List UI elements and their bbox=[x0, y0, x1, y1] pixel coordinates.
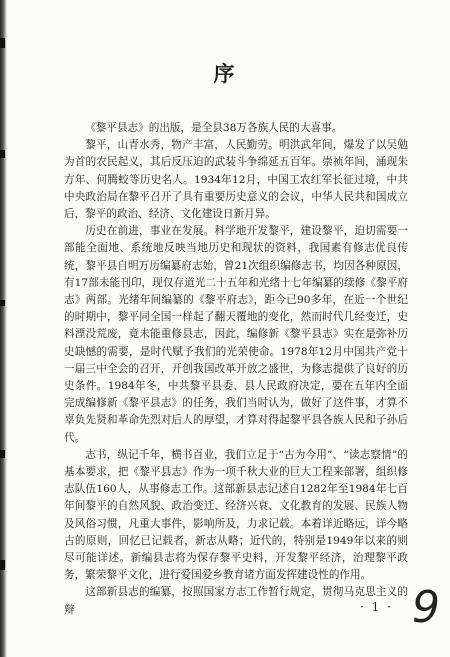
scan-edge-mark bbox=[0, 450, 5, 458]
paragraph: 这部新县志的编纂，按照国家方志工作暂行规定，贯彻马克思主义的辩 bbox=[64, 586, 408, 616]
scan-binding-edge bbox=[0, 0, 7, 657]
paragraph: 历史在前进，事业在发展。科学地开发黎平，建设黎平，迫切需要一部能全面地、系统地反映当地历史和现状的资料，我国素有修志优良传统，黎平县自明万历编纂府志始，曾21次组织编修志书，均因各种原因，有17部未能刊印，现仅存道光二十五年和光绪十七年编纂的续修《黎平府志》两部。光绪年间编纂的《黎平府志》，距今已90多年，在近一个世纪的时期中，黎平同全国一样起了翻天覆地的变化，然而时代几经变迁，史料湮没荒废，竟未能重修县志，因此，编修新《黎平县志》实在是弥补历史缺憾的需要，是时代赋予我们的光荣使命。1978年12月中国共产党十一届三中全会的召开，开创我国改革开放之盛世，为修志提供了良好的历史条件。1984年冬，中共黎平县委、县人民政府决定，要在五年内全面完成编修新《黎平县志》的任务，我们当时认为，做好了这件事，才算不辜负先贤和革命先烈对后人的厚望，才算对得起黎平县各族人民和子孙后代。 bbox=[64, 225, 408, 444]
scan-edge-mark bbox=[0, 38, 5, 48]
preface-heading: 序 bbox=[213, 61, 237, 86]
paragraph: 《黎平县志》的出版，是全县38万各族人民的大喜事。 bbox=[85, 122, 343, 134]
paragraph: 黎平，山青水秀，物产丰富，人民勤劳。明洪武年间，爆发了以吴勉为首的农民起义，其后反压迫的武装斗争绵延五百年。崇祯年间，涌现朱方年、何腾蛟等历史名人。1934年12月，中国工农红军长征过境，中共中央政治局在黎平召开了具有重要历史意义的会议，中华人民共和国成立后，黎平的政治、经济、文化建设日新月异。 bbox=[64, 139, 408, 221]
scan-edge-mark bbox=[0, 560, 5, 570]
scan-edge-mark bbox=[0, 150, 5, 158]
preface-body bbox=[64, 120, 408, 619]
scan-edge-mark bbox=[0, 300, 5, 306]
page-folio: · 1 · bbox=[360, 600, 393, 614]
paragraph: 志书，纵记千年，横书百业，我们立足于“古为今用”、“读志察情”的基本要求，把《黎平县志》作为一项千秋大业的巨大工程来部署，组织修志队伍160人，从事修志工作。这部新县志记述自1282年至1984年七百年间黎平的自然风貌、政治变迁、经济兴衰、文化教育的发展、民族人物及风俗习惯，凡重大事件，影响所及，力求记载。本着详近略远，详今略古的原则，回忆已记载者，新志从略；近代的，特别是1949年以来的则尽可能详述。新编县志将为保存黎平史料，开发黎平经济，治理黎平政务，繁荣黎平文化，进行爱国爱乡教育诸方面发挥建设性的作用。 bbox=[64, 448, 408, 582]
handwritten-page-number: 9 bbox=[412, 582, 440, 633]
